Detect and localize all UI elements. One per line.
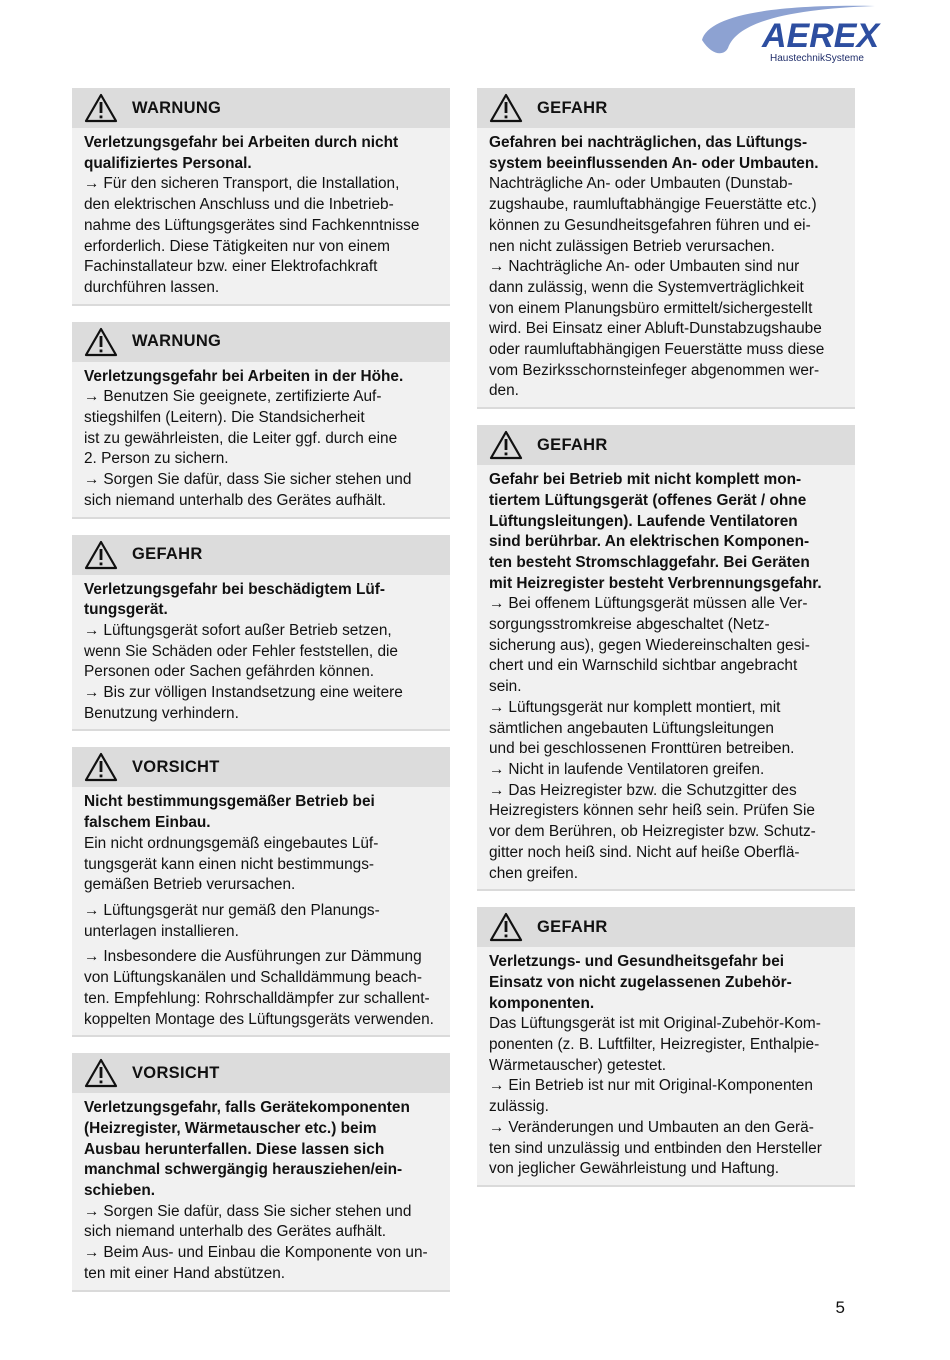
warning-triangle-icon bbox=[489, 912, 523, 942]
notice-paragraph bbox=[84, 174, 446, 298]
notice-paragraph bbox=[489, 781, 851, 885]
notice-lead: Nicht bestimmungsgemäßer Betrieb bei falschem Einbau. bbox=[84, 793, 375, 832]
notice-paragraph bbox=[489, 257, 851, 402]
notice-body bbox=[72, 1093, 450, 1289]
notice-header bbox=[477, 907, 855, 947]
notice-body bbox=[72, 575, 450, 730]
arrow-icon: → bbox=[489, 760, 505, 778]
warning-triangle-icon bbox=[84, 93, 118, 123]
safety-notice-box bbox=[72, 1053, 450, 1291]
notice-paragraph bbox=[489, 1118, 851, 1180]
notice-paragraph bbox=[84, 834, 446, 896]
safety-notice-box bbox=[477, 88, 855, 409]
notice-lead: Verletzungsgefahr bei Arbeiten in der Höhe. bbox=[84, 367, 404, 385]
notice-header bbox=[72, 535, 450, 575]
notice-header bbox=[72, 1053, 450, 1093]
notice-header bbox=[72, 88, 450, 128]
notice-paragraph bbox=[84, 1243, 446, 1284]
arrow-icon: → bbox=[84, 388, 100, 406]
arrow-icon: → bbox=[84, 471, 100, 489]
notice-paragraph bbox=[84, 1202, 446, 1243]
notice-paragraph bbox=[84, 387, 446, 470]
warning-triangle-icon bbox=[84, 327, 118, 357]
paragraph-text: Sorgen Sie dafür, dass Sie sicher stehen und sich niemand unterhalb des Gerätes aufhält. bbox=[84, 471, 412, 509]
paragraph-text: Nachträgliche An- oder Umbauten sind nur dann zulässig, wenn die Systemverträglichkeit von einem Planungsbüro ermittelt/sichergestellt wird. Bei Einsatz einer Abluft-Dunstabzugshaube oder raumluftabhängigen Feuerstätte muss diese vom Bezirksschornsteinfeger abgenommen wer- den. bbox=[489, 258, 825, 400]
arrow-icon: → bbox=[84, 901, 100, 919]
warning-triangle-icon bbox=[84, 1058, 118, 1088]
paragraph-text: Insbesondere die Ausführungen zur Dämmung von Lüftungskanälen und Schalldämmung beach- ten. Empfehlung: Rohrschalldämpfer zur schallent- koppelten Montage des Lüftungsgeräts verwenden. bbox=[84, 948, 434, 1028]
notice-lead: Verletzungsgefahr, falls Gerätekomponenten (Heizregister, Wärmetauscher etc.) beim Ausbau herunterfallen. Diese lassen sich manchmal schwergängig herausziehen/ein- schieben. bbox=[84, 1099, 410, 1200]
notice-title: GEFAHR bbox=[537, 435, 608, 454]
safety-notice-box bbox=[72, 322, 450, 519]
paragraph-text: Sorgen Sie dafür, dass Sie sicher stehen und sich niemand unterhalb des Gerätes aufhält. bbox=[84, 1202, 412, 1241]
notice-body bbox=[477, 465, 855, 889]
brand-name: AEREX bbox=[762, 17, 880, 55]
notice-paragraph bbox=[84, 947, 446, 1030]
notice-title: GEFAHR bbox=[537, 98, 608, 117]
arrow-icon: → bbox=[489, 1118, 505, 1136]
paragraph-text: Das Heizregister bzw. die Schutzgitter des Heizregisters können sehr heiß sein. Prüfen Sie vor dem Berühren, ob Heizregister bzw. Schutz- gitter noch heiß sind. Nicht auf heiße Oberflä- chen greifen. bbox=[489, 781, 816, 882]
paragraph-text: Benutzen Sie geeignete, zertifizierte Auf- stiegshilfen (Leitern). Die Standsicherheit ist zu gewährleisten, die Leiter ggf. durch eine 2. Person zu sichern. bbox=[84, 388, 398, 468]
warning-triangle-icon bbox=[84, 540, 118, 570]
notice-paragraph bbox=[489, 698, 851, 760]
notice-paragraph bbox=[489, 760, 851, 781]
notice-paragraph bbox=[84, 621, 446, 683]
notice-paragraph bbox=[84, 683, 446, 724]
paragraph-text: Lüftungsgerät nur komplett montiert, mit sämtlichen angebauten Lüftungsleitungen und bei geschlossenen Fronttüren betreiben. bbox=[489, 698, 795, 758]
paragraph-text: Nachträgliche An- oder Umbauten (Dunstab- zugshaube, raumluftabhängige Feuerstätte etc.) können zu Gesundheitsgefahren führen und ei- nen nicht zulässigen Betrieb verursachen. bbox=[489, 175, 817, 255]
aerex-logo bbox=[700, 0, 885, 66]
warning-triangle-icon bbox=[84, 752, 118, 782]
notice-lead: Verletzungsgefahr bei beschädigtem Lüf- tungsgerät. bbox=[84, 580, 386, 619]
notice-body bbox=[72, 128, 450, 304]
notice-paragraph bbox=[489, 594, 851, 698]
arrow-icon: → bbox=[84, 1244, 100, 1262]
arrow-icon: → bbox=[489, 781, 505, 799]
safety-notice-box bbox=[72, 88, 450, 306]
notice-paragraph bbox=[489, 1014, 851, 1076]
notice-paragraph bbox=[84, 470, 446, 511]
notice-lead: Gefahr bei Betrieb mit nicht komplett mon- tiertem Lüftungsgerät (offenes Gerät / ohne Lüftungsleitungen). Laufende Ventilatoren sind berührbar. An elektrischen Komponen- ten besteht Stromschlaggefahr. Bei Geräten mit Heizregister besteht Verbrennungsgefahr. bbox=[489, 471, 822, 592]
arrow-icon: → bbox=[84, 948, 100, 966]
paragraph-text: Veränderungen und Umbauten an den Gerä- ten sind unzulässig und entbinden den Hersteller von jeglicher Gewährleistung und Haftung. bbox=[489, 1118, 822, 1178]
arrow-icon: → bbox=[84, 684, 100, 702]
notice-header bbox=[72, 322, 450, 362]
arrow-icon: → bbox=[489, 1077, 505, 1095]
paragraph-text: Ein nicht ordnungsgemäß eingebautes Lüf- tungsgerät kann einen nicht bestimmungs- gemäßen Betrieb verursachen. bbox=[84, 834, 379, 894]
notice-paragraph bbox=[489, 1076, 851, 1117]
paragraph-text: Das Lüftungsgerät ist mit Original-Zubehör-Kom- ponenten (z. B. Luftfilter, Heizregister, Enthalpie- Wärmetauscher) getestet. bbox=[489, 1015, 821, 1074]
right-column bbox=[477, 88, 855, 1203]
left-column bbox=[72, 88, 450, 1308]
notice-body bbox=[477, 128, 855, 407]
notice-title: GEFAHR bbox=[132, 545, 203, 564]
page-number: 5 bbox=[835, 1298, 845, 1317]
safety-notice-box bbox=[477, 907, 855, 1187]
brand-tagline: HaustechnikSysteme bbox=[770, 53, 864, 64]
notice-header bbox=[477, 88, 855, 128]
arrow-icon: → bbox=[489, 258, 505, 276]
notice-title: VORSICHT bbox=[132, 757, 220, 776]
notice-lead: Gefahren bei nachträglichen, das Lüftungs- system beeinflussenden An- oder Umbauten. bbox=[489, 134, 819, 172]
notice-paragraph bbox=[84, 901, 446, 942]
paragraph-text: Lüftungsgerät nur gemäß den Planungs- unterlagen installieren. bbox=[84, 901, 380, 940]
notice-header bbox=[477, 425, 855, 465]
notice-lead: Verletzungsgefahr bei Arbeiten durch nicht qualifiziertes Personal. bbox=[84, 134, 399, 172]
paragraph-text: Lüftungsgerät sofort außer Betrieb setzen, wenn Sie Schäden oder Fehler feststellen, die Personen oder Sachen gefährden können. bbox=[84, 621, 398, 681]
arrow-icon: → bbox=[84, 1202, 100, 1220]
paragraph-text: Bei offenem Lüftungsgerät müssen alle Ver- sorgungsstromkreise abgeschaltet (Netz- sicherung aus), gegen Wiedereinschalten gesi- chert und ein Warnschild sichtbar angebracht sein. bbox=[489, 595, 810, 696]
notice-lead: Verletzungs- und Gesundheitsgefahr bei Einsatz von nicht zugelassenen Zubehör- komponenten. bbox=[489, 953, 792, 1012]
arrow-icon: → bbox=[84, 621, 100, 639]
paragraph-text: Ein Betrieb ist nur mit Original-Komponenten zulässig. bbox=[489, 1077, 813, 1116]
arrow-icon: → bbox=[84, 175, 100, 193]
arrow-icon: → bbox=[489, 595, 505, 613]
safety-notice-box bbox=[72, 747, 450, 1037]
paragraph-text: Für den sicheren Transport, die Installation, den elektrischen Anschluss und die Inbetrieb- nahme des Lüftungsgerätes sind Fachkenntnisse erforderlich. Diese Tätigkeiten nur von einem Fachinstallateur bzw. einer Elektrofachkraft durchführen lassen. bbox=[84, 175, 420, 296]
notice-title: VORSICHT bbox=[132, 1063, 220, 1082]
paragraph-text: Beim Aus- und Einbau die Komponente von un- ten mit einer Hand abstützen. bbox=[84, 1244, 428, 1282]
notice-paragraph bbox=[489, 174, 851, 257]
safety-notice-box bbox=[477, 425, 855, 891]
notice-title: WARNUNG bbox=[132, 98, 222, 117]
arrow-icon: → bbox=[489, 698, 505, 716]
paragraph-text: Nicht in laufende Ventilatoren greifen. bbox=[508, 760, 765, 778]
paragraph-text: Bis zur völligen Instandsetzung eine weitere Benutzung verhindern. bbox=[84, 684, 403, 722]
notice-body bbox=[72, 787, 450, 1035]
notice-body bbox=[477, 947, 855, 1185]
warning-triangle-icon bbox=[489, 93, 523, 123]
notice-body bbox=[72, 362, 450, 517]
safety-notice-box bbox=[72, 535, 450, 732]
warning-triangle-icon bbox=[489, 430, 523, 460]
notice-title: GEFAHR bbox=[537, 917, 608, 936]
notice-title: WARNUNG bbox=[132, 332, 222, 351]
notice-header bbox=[72, 747, 450, 787]
